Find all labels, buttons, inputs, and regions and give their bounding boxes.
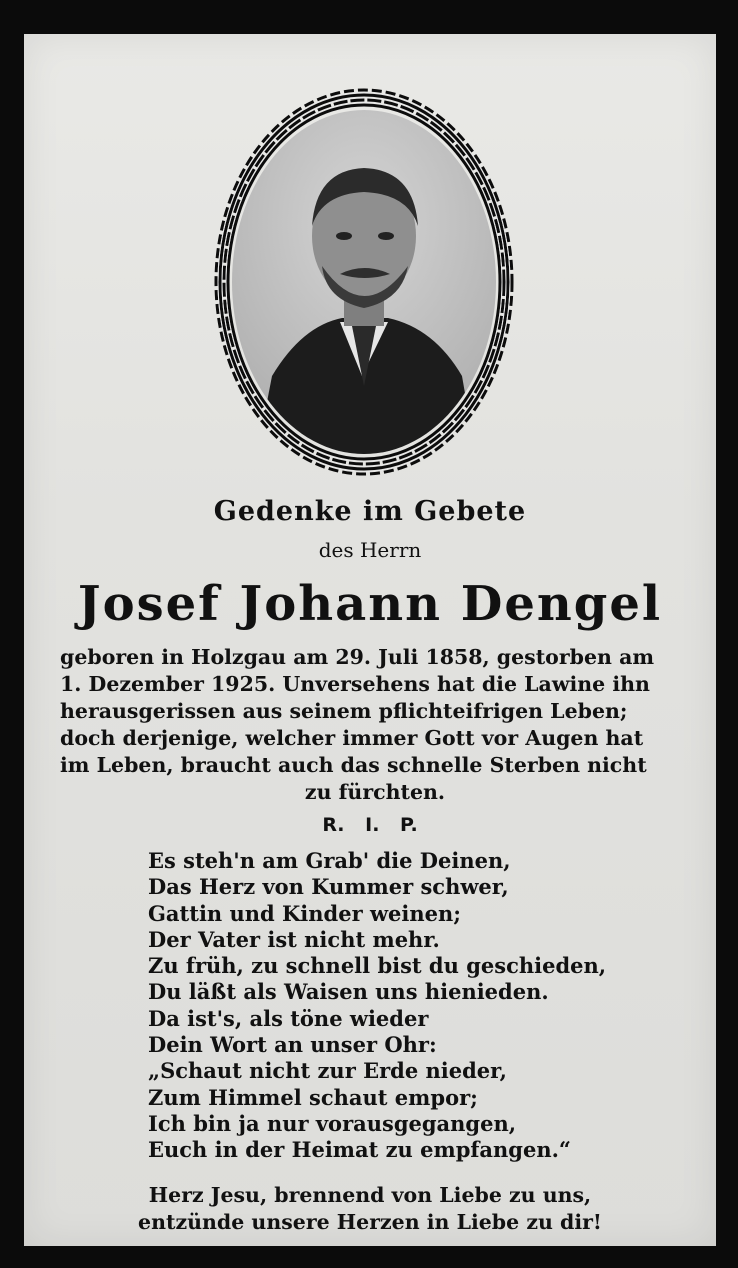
- portrait-frame: [212, 86, 516, 480]
- closing-line: entzünde unsere Herzen in Liebe zu dir!: [138, 1210, 602, 1234]
- bio-line: herausgerissen aus seinem pflichteifrigen Leben;: [60, 699, 628, 723]
- heading: Gedenke im Gebete: [213, 496, 527, 527]
- poem-line: Der Vater ist nicht mehr.: [148, 926, 440, 952]
- bio-line: doch derjenige, welcher immer Gott vor Augen hat: [60, 726, 644, 750]
- bio-line: geboren in Holzgau am 29. Juli 1858, gestorben am: [60, 645, 655, 669]
- bio-line: im Leben, braucht auch das schnelle Sterben nicht: [60, 753, 647, 777]
- poem-line: Da ist's, als töne wieder: [148, 1005, 429, 1031]
- subheading: des Herrn: [318, 538, 422, 562]
- bio-line: 1. Dezember 1925. Unversehens hat die Lawine ihn: [60, 672, 650, 696]
- poem-line: Es steh'n am Grab' die Deinen,: [148, 848, 511, 873]
- poem-line: Ich bin ja nur vorausgegangen,: [148, 1110, 517, 1136]
- poem-line: Euch in der Heimat zu empfangen.“: [148, 1137, 572, 1163]
- biography: [60, 644, 690, 806]
- closing-line: Herz Jesu, brennend von Liebe zu uns,: [148, 1183, 592, 1207]
- rip-text: R. I. P.: [322, 814, 418, 836]
- poem-line: Zu früh, zu schnell bist du geschieden,: [148, 953, 607, 979]
- poem-line: Gattin und Kinder weinen;: [148, 900, 462, 926]
- poem: [148, 848, 606, 1164]
- closing-prayer: [24, 1182, 716, 1236]
- bio-line: zu fürchten.: [304, 780, 446, 804]
- memorial-card: [24, 34, 716, 1246]
- portrait-photo: [212, 86, 516, 480]
- deceased-name: Josef Johann Dengel: [77, 576, 663, 632]
- poem-line: „Schaut nicht zur Erde nieder,: [148, 1058, 507, 1084]
- poem-line: Dein Wort an unser Ohr:: [148, 1032, 437, 1058]
- poem-line: Das Herz von Kummer schwer,: [148, 874, 509, 900]
- poem-line: Zum Himmel schaut empor;: [148, 1084, 478, 1110]
- poem-line: Du läßt als Waisen uns hienieden.: [148, 979, 549, 1005]
